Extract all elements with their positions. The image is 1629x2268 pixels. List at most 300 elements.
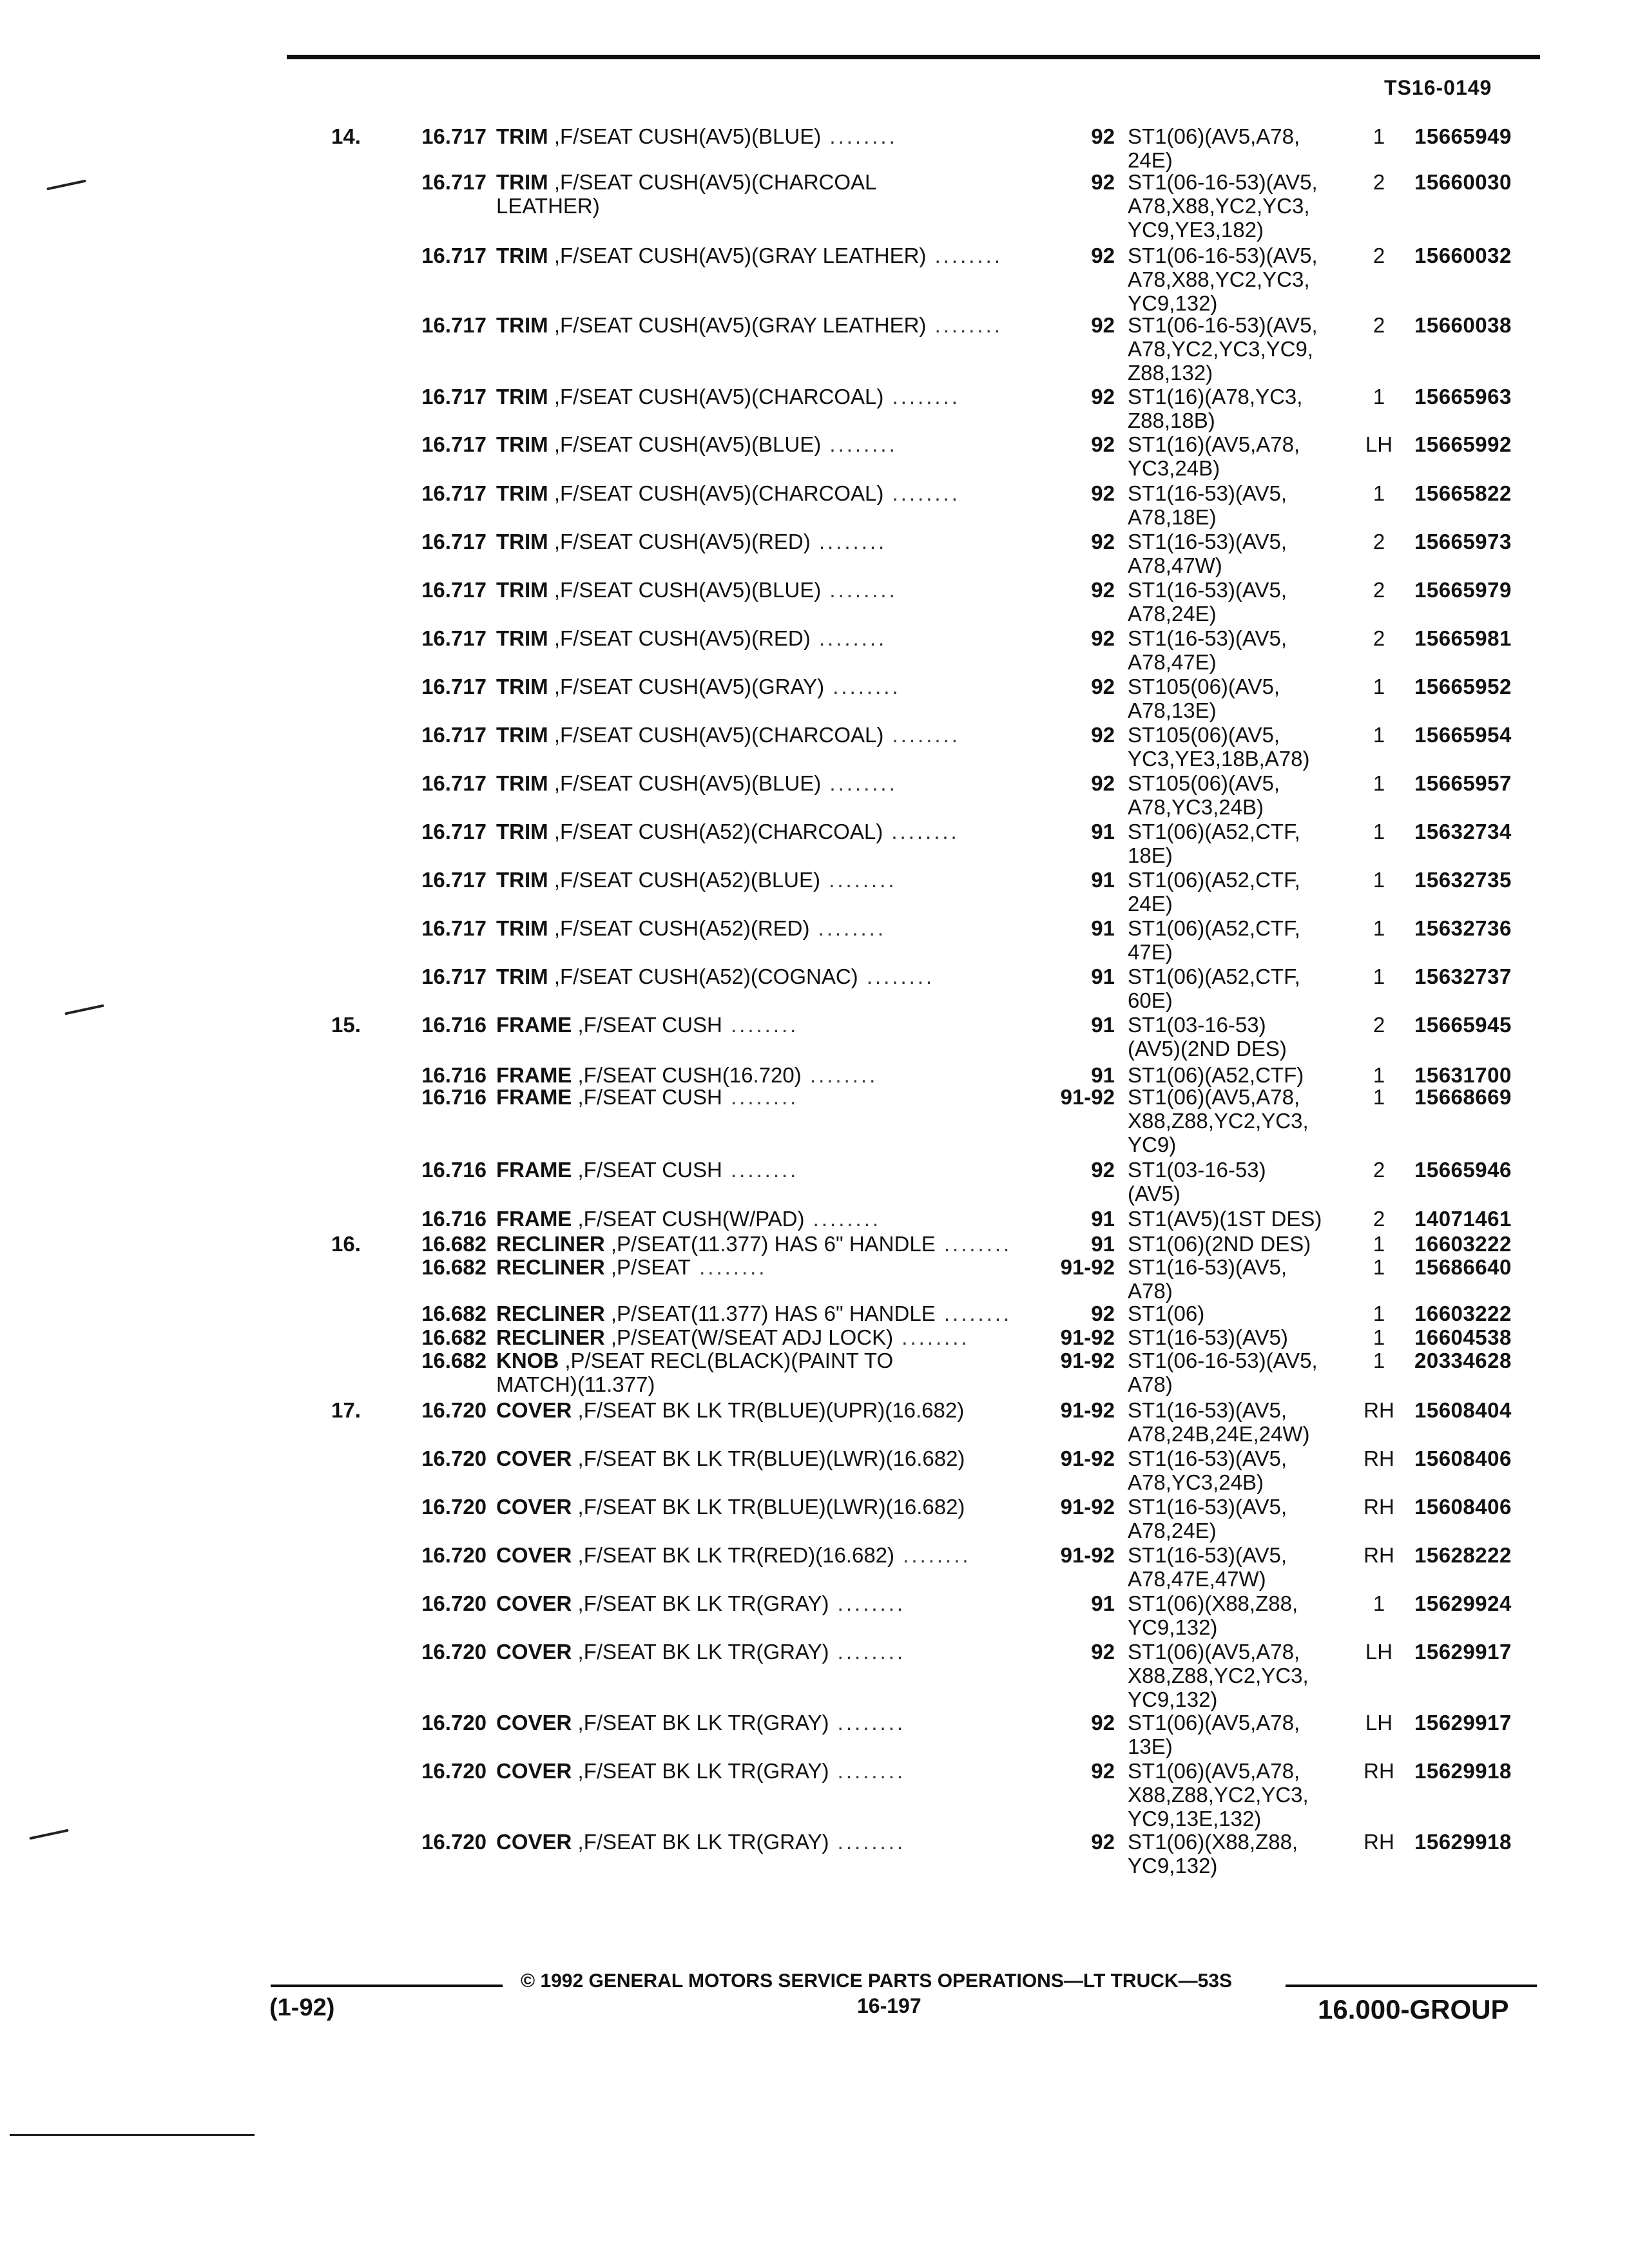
part-name: COVER	[496, 1591, 572, 1615]
part-desc-text: ,F/SEAT BK LK TR(GRAY)	[572, 1759, 829, 1783]
part-description	[496, 1349, 1037, 1396]
part-name: TRIM	[496, 432, 548, 456]
item-number: 17.	[331, 1398, 361, 1422]
usage-codes: ST1(AV5)(1ST DES)	[1128, 1207, 1322, 1231]
illustration-ref: 16.717	[421, 675, 487, 698]
usage-codes: ST1(16-53)(AV5, A78,24E)	[1128, 578, 1287, 626]
part-description	[496, 1158, 1037, 1182]
part-number: 15629918	[1414, 1759, 1512, 1783]
quantity: RH	[1364, 1495, 1394, 1519]
part-name: FRAME	[496, 1207, 572, 1231]
part-desc-text: ,P/SEAT	[604, 1255, 691, 1279]
table-row	[0, 1640, 1629, 1711]
table-row	[0, 432, 1629, 480]
part-description	[496, 1013, 1037, 1037]
part-desc-text: ,F/SEAT CUSH(AV5)(BLUE)	[548, 124, 822, 148]
model-year: 91-92	[1060, 1495, 1115, 1519]
model-year: 92	[1091, 313, 1115, 337]
part-number: 15632734	[1414, 820, 1512, 843]
part-number: 16604538	[1414, 1325, 1512, 1349]
part-desc-text: ,F/SEAT BK LK TR(GRAY)	[572, 1640, 829, 1664]
quantity: 1	[1373, 1232, 1385, 1256]
part-desc-text: ,F/SEAT CUSH(16.720)	[572, 1063, 802, 1087]
part-desc-text: ,F/SEAT CUSH(A52)(CHARCOAL)	[548, 820, 883, 843]
usage-codes: ST1(16)(AV5,A78, YC3,24B)	[1128, 432, 1300, 480]
table-row	[0, 244, 1629, 315]
quantity: 1	[1373, 868, 1385, 892]
part-name: TRIM	[496, 385, 548, 408]
part-number: 15608404	[1414, 1398, 1512, 1422]
part-number: 15629924	[1414, 1591, 1512, 1615]
part-name: TRIM	[496, 965, 548, 988]
model-year: 91-92	[1060, 1255, 1115, 1279]
table-row	[0, 1207, 1629, 1233]
leader-dots: ........	[926, 244, 1003, 267]
part-description	[496, 170, 1037, 218]
quantity: 2	[1373, 1207, 1385, 1231]
usage-codes: ST1(06)(AV5,A78, X88,Z88,YC2,YC3, YC9,132)	[1128, 1640, 1309, 1711]
table-row	[0, 1013, 1629, 1061]
part-number: 15632735	[1414, 868, 1512, 892]
model-year: 91-92	[1060, 1446, 1115, 1470]
part-description	[496, 313, 1037, 337]
usage-codes: ST1(06-16-53)(AV5, A78,X88,YC2,YC3, YC9,132)	[1128, 244, 1318, 315]
part-desc-text: ,F/SEAT CUSH(AV5)(RED)	[548, 626, 811, 650]
illustration-ref: 16.682	[421, 1232, 487, 1256]
footer-copyright: © 1992 GENERAL MOTORS SERVICE PARTS OPERATIONS—LT TRUCK—53S	[521, 1970, 1232, 1992]
illustration-ref: 16.716	[421, 1085, 487, 1109]
part-description	[496, 1830, 1037, 1854]
quantity: RH	[1364, 1759, 1394, 1783]
part-name: COVER	[496, 1759, 572, 1783]
item-number: 15.	[331, 1013, 361, 1037]
part-number: 14071461	[1414, 1207, 1512, 1231]
part-number: 15665992	[1414, 432, 1512, 456]
quantity: 1	[1373, 124, 1385, 148]
part-name: TRIM	[496, 578, 548, 602]
part-number: 15665979	[1414, 578, 1512, 602]
part-name: KNOB	[496, 1349, 559, 1372]
quantity: LH	[1365, 1711, 1393, 1735]
part-description	[496, 771, 1037, 795]
part-name: TRIM	[496, 170, 548, 194]
part-number: 16603222	[1414, 1302, 1512, 1325]
part-description	[496, 820, 1037, 843]
model-year: 92	[1091, 1759, 1115, 1783]
illustration-ref: 16.717	[421, 432, 487, 456]
footer-date-code: (1-92)	[269, 1994, 335, 2021]
quantity: 1	[1373, 1302, 1385, 1325]
part-number: 15660030	[1414, 170, 1512, 194]
part-desc-text: ,F/SEAT CUSH	[572, 1158, 722, 1182]
part-name: FRAME	[496, 1085, 572, 1109]
illustration-ref: 16.717	[421, 771, 487, 795]
part-desc-text: ,F/SEAT CUSH(AV5)(RED)	[548, 530, 811, 553]
quantity: 2	[1373, 313, 1385, 337]
part-name: TRIM	[496, 771, 548, 795]
part-name: COVER	[496, 1398, 572, 1422]
leader-dots: ........	[820, 868, 897, 892]
leader-dots: ........	[810, 530, 887, 553]
usage-codes: ST1(03-16-53) (AV5)	[1128, 1158, 1266, 1206]
table-row	[0, 820, 1629, 867]
illustration-ref: 16.720	[421, 1759, 487, 1783]
quantity: 1	[1373, 1591, 1385, 1615]
part-desc-text: ,P/SEAT RECL(BLACK)(PAINT TO MATCH)(11.377)	[496, 1349, 894, 1396]
part-name: COVER	[496, 1446, 572, 1470]
usage-codes: ST105(06)(AV5, A78,YC3,24B)	[1128, 771, 1280, 819]
part-number: 15665973	[1414, 530, 1512, 553]
table-row	[0, 530, 1629, 577]
leader-dots: ........	[722, 1158, 799, 1182]
part-description	[496, 385, 1037, 408]
leader-dots: ........	[829, 1640, 906, 1664]
illustration-ref: 16.717	[421, 578, 487, 602]
part-number: 20334628	[1414, 1349, 1512, 1372]
illustration-ref: 16.682	[421, 1349, 487, 1372]
part-desc-text: ,F/SEAT CUSH(AV5)(GRAY LEATHER)	[548, 313, 927, 337]
part-description	[496, 481, 1037, 505]
model-year: 92	[1091, 481, 1115, 505]
model-year: 91-92	[1060, 1085, 1115, 1109]
part-desc-text: ,F/SEAT CUSH	[572, 1085, 722, 1109]
part-name: COVER	[496, 1711, 572, 1735]
part-number: 15665946	[1414, 1158, 1512, 1182]
part-desc-text: ,F/SEAT BK LK TR(BLUE)(LWR)(16.682)	[572, 1446, 965, 1470]
illustration-ref: 16.717	[421, 124, 487, 148]
usage-codes: ST1(16-53)(AV5, A78,47E,47W)	[1128, 1543, 1287, 1591]
usage-codes: ST1(06)(AV5,A78, X88,Z88,YC2,YC3, YC9,13E,132)	[1128, 1759, 1309, 1831]
model-year: 91-92	[1060, 1349, 1115, 1372]
quantity: 1	[1373, 481, 1385, 505]
part-desc-text: ,F/SEAT CUSH	[572, 1013, 722, 1037]
part-number: 15660038	[1414, 313, 1512, 337]
illustration-ref: 16.717	[421, 530, 487, 553]
illustration-ref: 16.720	[421, 1711, 487, 1735]
model-year: 92	[1091, 1640, 1115, 1664]
bottom-rule	[10, 2134, 255, 2136]
quantity: 1	[1373, 1349, 1385, 1372]
part-description	[496, 244, 1037, 267]
part-description	[496, 1759, 1037, 1783]
illustration-ref: 16.720	[421, 1495, 487, 1519]
leader-dots: ........	[809, 916, 887, 940]
quantity: 2	[1373, 1158, 1385, 1182]
part-desc-text: ,P/SEAT(11.377) HAS 6" HANDLE	[604, 1302, 936, 1325]
usage-codes: ST1(16-53)(AV5, A78,24E)	[1128, 1495, 1287, 1542]
model-year: 91	[1091, 1207, 1115, 1231]
model-year: 91-92	[1060, 1543, 1115, 1567]
table-row	[0, 1349, 1629, 1396]
illustration-ref: 16.716	[421, 1063, 487, 1087]
part-description	[496, 578, 1037, 602]
illustration-ref: 16.716	[421, 1158, 487, 1182]
leader-dots: ........	[894, 1543, 971, 1567]
model-year: 92	[1091, 1302, 1115, 1325]
part-name: RECLINER	[496, 1232, 605, 1256]
leader-dots: ........	[821, 771, 898, 795]
model-year: 92	[1091, 385, 1115, 408]
part-desc-text: ,P/SEAT(W/SEAT ADJ LOCK)	[604, 1325, 894, 1349]
usage-codes: ST1(06)(X88,Z88, YC9,132)	[1128, 1830, 1298, 1878]
model-year: 92	[1091, 771, 1115, 795]
part-number: 16603222	[1414, 1232, 1512, 1256]
part-number: 15632737	[1414, 965, 1512, 988]
table-row	[0, 916, 1629, 964]
usage-codes: ST1(06)	[1128, 1302, 1205, 1325]
quantity: LH	[1365, 432, 1393, 456]
quantity: 2	[1373, 578, 1385, 602]
model-year: 92	[1091, 244, 1115, 267]
part-description	[496, 124, 1037, 148]
quantity: 2	[1373, 244, 1385, 267]
part-description	[496, 1207, 1037, 1231]
table-row	[0, 124, 1629, 172]
part-name: FRAME	[496, 1013, 572, 1037]
table-row	[0, 1325, 1629, 1351]
footer-group: 16.000-GROUP	[1318, 1994, 1509, 2024]
part-desc-text: ,F/SEAT BK LK TR(BLUE)(LWR)(16.682)	[572, 1495, 965, 1519]
model-year: 91-92	[1060, 1325, 1115, 1349]
part-number: 15665952	[1414, 675, 1512, 698]
quantity: 2	[1373, 170, 1385, 194]
usage-codes: ST1(16)(A78,YC3, Z88,18B)	[1128, 385, 1303, 432]
part-number: 15660032	[1414, 244, 1512, 267]
part-description	[496, 1325, 1037, 1349]
part-description	[496, 1640, 1037, 1664]
part-number: 15686640	[1414, 1255, 1512, 1279]
quantity: RH	[1364, 1398, 1394, 1422]
illustration-ref: 16.716	[421, 1207, 487, 1231]
quantity: 1	[1373, 1063, 1385, 1087]
illustration-ref: 16.717	[421, 244, 487, 267]
item-number: 14.	[331, 124, 361, 148]
table-row	[0, 1302, 1629, 1327]
quantity: 2	[1373, 1013, 1385, 1037]
part-name: TRIM	[496, 723, 548, 747]
part-name: TRIM	[496, 530, 548, 553]
part-name: TRIM	[496, 124, 548, 148]
illustration-ref: 16.682	[421, 1325, 487, 1349]
part-number: 15665822	[1414, 481, 1512, 505]
illustration-ref: 16.682	[421, 1255, 487, 1279]
table-row	[0, 1711, 1629, 1758]
part-description	[496, 916, 1037, 940]
part-description	[496, 432, 1037, 456]
part-desc-text: ,F/SEAT CUSH(W/PAD)	[572, 1207, 805, 1231]
part-description	[496, 1711, 1037, 1735]
table-row	[0, 1446, 1629, 1494]
model-year: 91	[1091, 868, 1115, 892]
table-row	[0, 965, 1629, 1012]
part-description	[496, 626, 1037, 650]
part-desc-text: ,F/SEAT BK LK TR(GRAY)	[572, 1830, 829, 1854]
part-desc-text: ,P/SEAT(11.377) HAS 6" HANDLE	[604, 1232, 936, 1256]
usage-codes: ST1(16-53)(AV5, A78,24B,24E,24W)	[1128, 1398, 1310, 1446]
part-desc-text: ,F/SEAT CUSH(AV5)(GRAY LEATHER)	[548, 244, 927, 267]
leader-dots: ........	[821, 432, 898, 456]
part-number: 15665957	[1414, 771, 1512, 795]
part-name: TRIM	[496, 313, 548, 337]
part-description	[496, 1232, 1037, 1256]
part-desc-text: ,F/SEAT CUSH(AV5)(CHARCOAL)	[548, 723, 884, 747]
leader-dots: ........	[829, 1591, 906, 1615]
model-year: 92	[1091, 1711, 1115, 1735]
part-description	[496, 1255, 1037, 1279]
table-row	[0, 1495, 1629, 1542]
part-number: 15628222	[1414, 1543, 1512, 1567]
leader-dots: ........	[883, 723, 960, 747]
leader-dots: ........	[829, 1759, 906, 1783]
usage-codes: ST1(06)(X88,Z88, YC9,132)	[1128, 1591, 1298, 1639]
part-number: 15629918	[1414, 1830, 1512, 1854]
model-year: 92	[1091, 675, 1115, 698]
illustration-ref: 16.717	[421, 868, 487, 892]
illustration-ref: 16.720	[421, 1640, 487, 1664]
quantity: 2	[1373, 530, 1385, 553]
table-row	[0, 1830, 1629, 1878]
part-number: 15668669	[1414, 1085, 1512, 1109]
quantity: LH	[1365, 1640, 1393, 1664]
usage-codes: ST1(06)(AV5,A78, X88,Z88,YC2,YC3, YC9)	[1128, 1085, 1309, 1157]
part-number: 15665981	[1414, 626, 1512, 650]
model-year: 91	[1091, 1063, 1115, 1087]
part-name: RECLINER	[496, 1302, 605, 1325]
usage-codes: ST1(16-53)(AV5, A78,YC3,24B)	[1128, 1446, 1287, 1494]
quantity: 1	[1373, 771, 1385, 795]
quantity: 1	[1373, 820, 1385, 843]
leader-dots: ........	[858, 965, 935, 988]
header-rule	[287, 55, 1540, 59]
leader-dots: ........	[722, 1085, 799, 1109]
illustration-ref: 16.717	[421, 313, 487, 337]
part-desc-text: ,F/SEAT CUSH(AV5)(CHARCOAL)	[548, 481, 884, 505]
usage-codes: ST1(03-16-53) (AV5)(2ND DES)	[1128, 1013, 1287, 1061]
illustration-ref: 16.720	[421, 1543, 487, 1567]
table-row	[0, 723, 1629, 771]
part-desc-text: ,F/SEAT CUSH(A52)(BLUE)	[548, 868, 821, 892]
quantity: 1	[1373, 385, 1385, 408]
illustration-ref: 16.717	[421, 170, 487, 194]
part-desc-text: ,F/SEAT CUSH(AV5)(CHARCOAL)	[548, 385, 884, 408]
footer-rule-right	[1286, 1984, 1537, 1987]
leader-dots: ........	[690, 1255, 767, 1279]
table-row	[0, 385, 1629, 432]
illustration-ref: 16.682	[421, 1302, 487, 1325]
part-number: 15665945	[1414, 1013, 1512, 1037]
leader-dots: ........	[824, 675, 901, 698]
part-number: 15665949	[1414, 124, 1512, 148]
part-desc-text: ,F/SEAT BK LK TR(BLUE)(UPR)(16.682)	[572, 1398, 965, 1422]
part-description	[496, 1302, 1037, 1325]
part-desc-text: ,F/SEAT CUSH(AV5)(GRAY)	[548, 675, 825, 698]
footer-page-number: 16-197	[857, 1994, 921, 2017]
part-name: COVER	[496, 1830, 572, 1854]
leader-dots: ........	[829, 1711, 906, 1735]
quantity: 1	[1373, 1325, 1385, 1349]
table-row	[0, 675, 1629, 722]
usage-codes: ST1(16-53)(AV5, A78,18E)	[1128, 481, 1287, 529]
quantity: 1	[1373, 965, 1385, 988]
model-year: 92	[1091, 432, 1115, 456]
part-desc-text: ,F/SEAT CUSH(AV5)(BLUE)	[548, 432, 822, 456]
part-name: TRIM	[496, 626, 548, 650]
part-name: RECLINER	[496, 1325, 605, 1349]
leader-dots: ........	[821, 578, 898, 602]
table-row	[0, 868, 1629, 916]
model-year: 91	[1091, 1013, 1115, 1037]
part-desc-text: ,F/SEAT CUSH(AV5)(CHARCOAL LEATHER)	[496, 170, 877, 218]
usage-codes: ST1(06)(A52,CTF, 18E)	[1128, 820, 1300, 867]
part-name: TRIM	[496, 820, 548, 843]
part-description	[496, 1398, 1037, 1422]
usage-codes: ST1(06)(A52,CTF)	[1128, 1063, 1304, 1087]
model-year: 91-92	[1060, 1398, 1115, 1422]
model-year: 91	[1091, 1591, 1115, 1615]
usage-codes: ST1(06)(A52,CTF, 60E)	[1128, 965, 1300, 1012]
model-year: 92	[1091, 626, 1115, 650]
part-description	[496, 1085, 1037, 1109]
illustration-ref: 16.717	[421, 385, 487, 408]
usage-codes: ST1(16-53)(AV5, A78,47E)	[1128, 626, 1287, 674]
part-number: 15629917	[1414, 1640, 1512, 1664]
quantity: RH	[1364, 1830, 1394, 1854]
part-name: FRAME	[496, 1063, 572, 1087]
leader-dots: ........	[804, 1207, 882, 1231]
usage-codes: ST1(06)(A52,CTF, 47E)	[1128, 916, 1300, 964]
model-year: 92	[1091, 1830, 1115, 1854]
part-name: COVER	[496, 1640, 572, 1664]
usage-codes: ST105(06)(AV5, YC3,YE3,18B,A78)	[1128, 723, 1310, 771]
part-description	[496, 965, 1037, 988]
leader-dots: ........	[883, 481, 960, 505]
model-year: 92	[1091, 530, 1115, 553]
item-number: 16.	[331, 1232, 361, 1256]
illustration-ref: 16.720	[421, 1830, 487, 1854]
leader-dots: ........	[829, 1830, 906, 1854]
sheet-code: TS16-0149	[1384, 76, 1492, 99]
usage-codes: ST105(06)(AV5, A78,13E)	[1128, 675, 1280, 722]
part-name: TRIM	[496, 481, 548, 505]
illustration-ref: 16.717	[421, 820, 487, 843]
part-description	[496, 723, 1037, 747]
part-description	[496, 1063, 1037, 1087]
table-row	[0, 578, 1629, 626]
part-name: COVER	[496, 1495, 572, 1519]
usage-codes: ST1(06-16-53)(AV5, A78,X88,YC2,YC3, YC9,YE3,182)	[1128, 170, 1318, 242]
illustration-ref: 16.717	[421, 723, 487, 747]
part-name: TRIM	[496, 868, 548, 892]
part-description	[496, 530, 1037, 553]
quantity: RH	[1364, 1446, 1394, 1470]
leader-dots: ........	[926, 313, 1003, 337]
model-year: 91	[1091, 820, 1115, 843]
part-number: 15608406	[1414, 1495, 1512, 1519]
part-desc-text: ,F/SEAT CUSH(A52)(RED)	[548, 916, 810, 940]
leader-dots: ........	[810, 626, 887, 650]
part-desc-text: ,F/SEAT CUSH(A52)(COGNAC)	[548, 965, 858, 988]
footer-rule-left	[271, 1984, 503, 1987]
part-number: 15632736	[1414, 916, 1512, 940]
table-row	[0, 313, 1629, 385]
quantity: 1	[1373, 675, 1385, 698]
part-description	[496, 1591, 1037, 1615]
part-name: TRIM	[496, 244, 548, 267]
part-name: FRAME	[496, 1158, 572, 1182]
leader-dots: ........	[935, 1232, 1012, 1256]
leader-dots: ........	[883, 820, 959, 843]
part-number: 15629917	[1414, 1711, 1512, 1735]
